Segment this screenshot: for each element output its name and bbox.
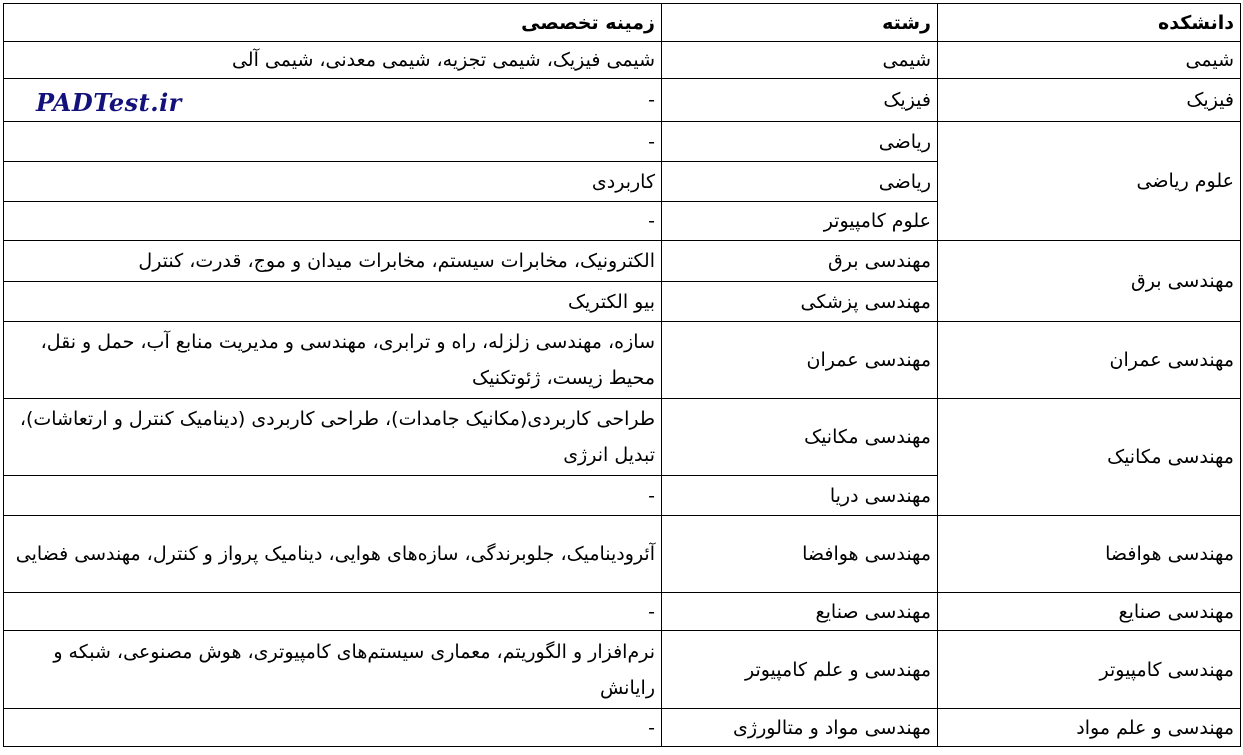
table-row bbox=[4, 516, 1241, 593]
field-cell: الکترونیک، مخابرات سیستم، مخابرات میدان و موج، قدرت، کنترل bbox=[4, 241, 662, 282]
field-cell: - bbox=[4, 709, 662, 747]
field-cell: آئرودینامیک، جلوبرندگی، سازه‌های هوایی، دینامیک پرواز و کنترل، مهندسی فضایی bbox=[4, 516, 662, 593]
field-cell: - bbox=[4, 79, 662, 122]
faculty-cell: مهندسی عمران bbox=[938, 322, 1241, 399]
major-cell: مهندسی و علم کامپیوتر bbox=[662, 631, 938, 709]
table-row bbox=[4, 241, 1241, 282]
header-major: رشته bbox=[662, 4, 938, 42]
faculty-cell: مهندسی هوافضا bbox=[938, 516, 1241, 593]
table-row bbox=[4, 79, 1241, 122]
header-faculty: دانشکده bbox=[938, 4, 1241, 42]
faculty-cell: علوم ریاضی bbox=[938, 122, 1241, 241]
faculty-cell: شیمی bbox=[938, 42, 1241, 79]
table-row bbox=[4, 122, 1241, 162]
header-row bbox=[4, 4, 1241, 42]
table-row bbox=[4, 42, 1241, 79]
major-cell: مهندسی هوافضا bbox=[662, 516, 938, 593]
major-cell: شیمی bbox=[662, 42, 938, 79]
major-cell: ریاضی bbox=[662, 162, 938, 202]
field-cell: سازه، مهندسی زلزله، راه و ترابری، مهندسی و مدیریت منابع آب، حمل و نقل، محیط زیست، ژئوتکنیک bbox=[4, 322, 662, 399]
field-cell: - bbox=[4, 202, 662, 241]
major-cell: مهندسی عمران bbox=[662, 322, 938, 399]
table-row bbox=[4, 322, 1241, 399]
watermark-logo: PADTest.ir bbox=[36, 88, 182, 117]
faculty-cell: مهندسی و علم مواد bbox=[938, 709, 1241, 747]
faculty-cell: فیزیک bbox=[938, 79, 1241, 122]
field-cell: - bbox=[4, 593, 662, 631]
major-cell: مهندسی برق bbox=[662, 241, 938, 282]
field-cell: نرم‌افزار و الگوریتم، معماری سیستم‌های کامپیوتری، هوش مصنوعی، شبکه و رایانش bbox=[4, 631, 662, 709]
table-row bbox=[4, 631, 1241, 709]
table-row bbox=[4, 593, 1241, 631]
major-cell: مهندسی مواد و متالورژی bbox=[662, 709, 938, 747]
major-cell: فیزیک bbox=[662, 79, 938, 122]
faculty-cell: مهندسی کامپیوتر bbox=[938, 631, 1241, 709]
header-field: زمینه تخصصی bbox=[4, 4, 662, 42]
table-row bbox=[4, 399, 1241, 476]
field-cell: - bbox=[4, 476, 662, 516]
major-cell: ریاضی bbox=[662, 122, 938, 162]
field-cell: شیمی فیزیک، شیمی تجزیه، شیمی معدنی، شیمی آلی bbox=[4, 42, 662, 79]
faculty-cell: مهندسی صنایع bbox=[938, 593, 1241, 631]
major-cell: مهندسی مکانیک bbox=[662, 399, 938, 476]
table-row bbox=[4, 709, 1241, 747]
major-cell: مهندسی پزشکی bbox=[662, 282, 938, 322]
field-cell: - bbox=[4, 122, 662, 162]
faculty-cell: مهندسی مکانیک bbox=[938, 399, 1241, 516]
major-cell: مهندسی دریا bbox=[662, 476, 938, 516]
faculty-majors-table bbox=[3, 3, 1241, 747]
major-cell: مهندسی صنایع bbox=[662, 593, 938, 631]
faculty-cell: مهندسی برق bbox=[938, 241, 1241, 322]
field-cell: کاربردی bbox=[4, 162, 662, 202]
field-cell: بیو الکتریک bbox=[4, 282, 662, 322]
field-cell: طراحی کاربردی(مکانیک جامدات)، طراحی کاربردی (دینامیک کنترل و ارتعاشات)، تبدیل انرژی bbox=[4, 399, 662, 476]
major-cell: علوم کامپیوتر bbox=[662, 202, 938, 241]
